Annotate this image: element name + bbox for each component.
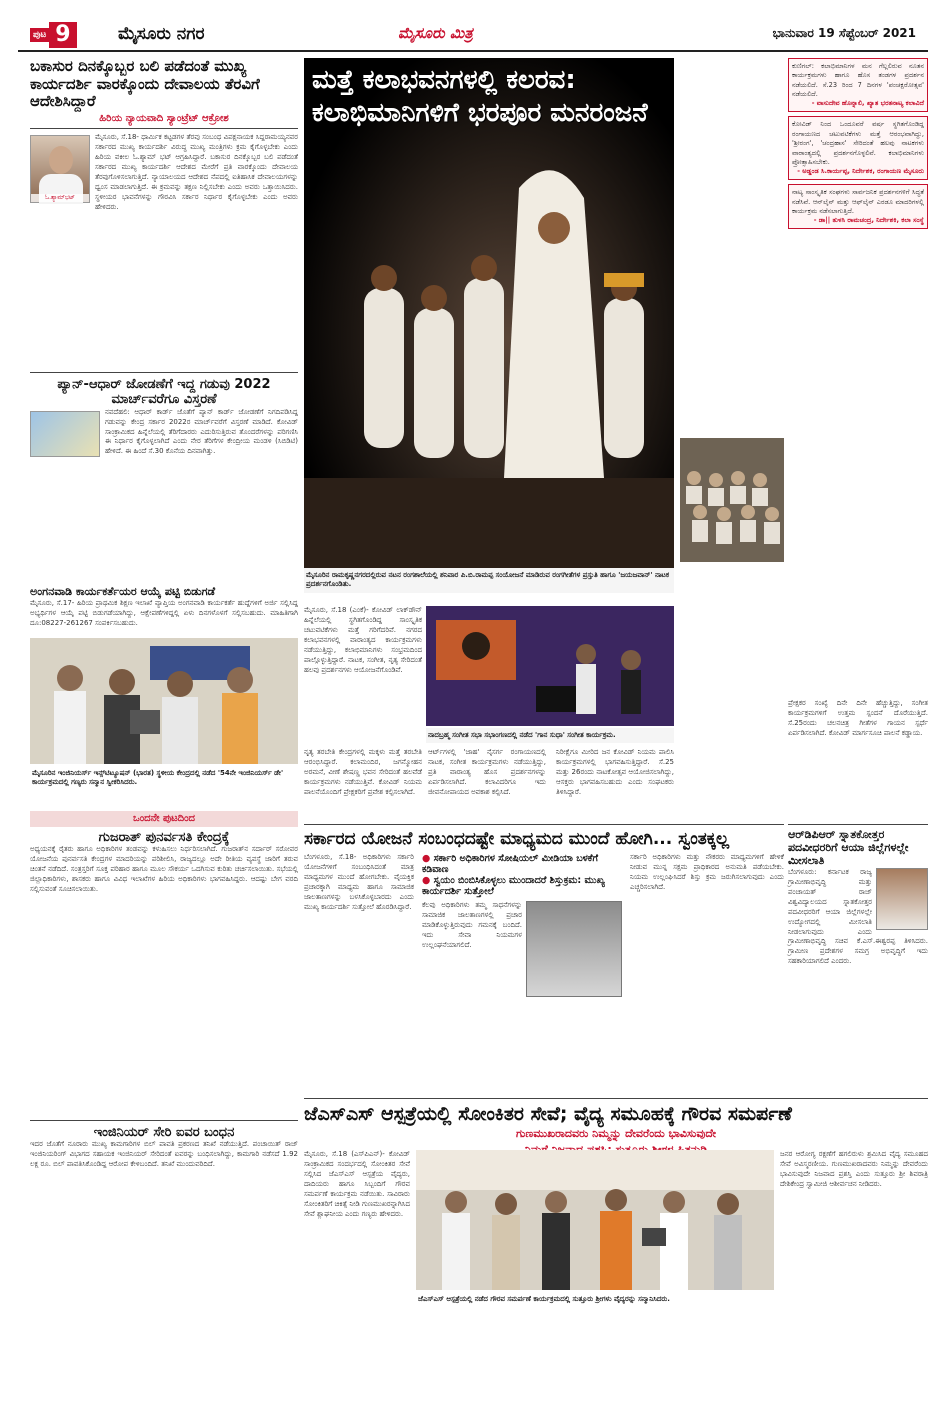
story-anganwadi <box>30 586 298 629</box>
masthead <box>18 18 928 52</box>
continued-banner: ಒಂದನೇ ಪುಟದಿಂದ <box>30 811 298 827</box>
page-number-box <box>30 22 122 48</box>
brand-logo: ಮೈಸೂರು ಮಿತ್ರ <box>398 24 473 42</box>
quote-text: ಕುಣಿಗಲ್: ಕಲಾಭಿಮಾನಿಗಳ ಮನ ಗೆಲ್ಲಲಿರುವ ನೂತನ ಕಾರ್ಯಕ್ರಮಗಳು ಹಾಗೂ ಹೊಸ ತಂಡಗಳ ಪ್ರದರ್ಶನ ನಡೆಯಲಿದೆ. ಸೆ.23 ರಿಂದ 7 ದಿನಗಳ 'ಪಂಚಕ್ಷರೋತ್ಸವ' ನಡೆಯಲಿದೆ. <box>792 62 924 99</box>
music-photo-caption: ನಾದಬ್ರಹ್ಮ ಸಂಗೀತ ಸಭಾ ಸಭಾಂಗಣದಲ್ಲಿ ನಡೆದ 'ಗಾನ ಸುಧಾ' ಸಂಗೀತ ಕಾರ್ಯಕ್ರಮ. <box>426 728 674 743</box>
audience-illustration <box>680 438 784 562</box>
music-program-photo <box>426 606 674 726</box>
lead-story-body-2: ನೃತ್ಯ ತರಬೇತಿ ಕೇಂದ್ರಗಳಲ್ಲಿ ಮಕ್ಕಳು ಮತ್ತೆ ತರಬೇತಿ ಆರಂಭಿಸಿದ್ದಾರೆ. ಕಲಾಮಂದಿರ, ಜಗನ್ಮೋಹನ ಅರಮನೆ, ವೀಣೆ ಶೇಷಣ್ಣ ಭವನ ಸೇರಿದಂತೆ ಹಲವೆಡೆ ಕಾರ್ಯಕ್ರಮಗಳು ನಡೆಯುತ್ತಿವೆ. ಕೋವಿಡ್ ನಿಯಮ ಪಾಲನೆಯೊಂದಿಗೆ ಪ್ರೇಕ್ಷಕರಿಗೆ ಪ್ರವೇಶ ಕಲ್ಪಿಸಲಾಗಿದೆ. <box>304 748 422 796</box>
quote-author: - ಡಾ|| ತುಳಸಿ ರಾಮಚಂದ್ರ, ನಿರ್ದೇಶಕಿ, ಕಲಾ ಸಂಸ್ಥೆ <box>813 216 924 225</box>
story-body-2: ಕೆಲವು ಅಧಿಕಾರಿಗಳು ತಮ್ಮ ಸಾಧನೆಗಳನ್ನು ಸಾಮಾಜಿಕ ಜಾಲತಾಣಗಳಲ್ಲಿ ಪ್ರಚಾರ ಮಾಡಿಕೊಳ್ಳುತ್ತಿರುವುದು ಗಮನಕ್ಕೆ ಬಂದಿದೆ. ಇದು ಸೇವಾ ನಿಯಮಗಳ ಉಲ್ಲಂಘನೆಯಾಗಲಿದೆ. <box>422 901 522 949</box>
sub-headline-2: ● ಸ್ವಯಂ ಬಿಂಬಿಸಿಕೊಳ್ಳಲು ಮುಂದಾದರೆ ಶಿಸ್ತುಕ್ರಮ: ಮುಖ್ಯ ಕಾರ್ಯದರ್ಶಿ ಸುತ್ತೋಲೆ <box>422 875 605 898</box>
headline: ಆರ್‌ಡಿಪಿಆರ್ ಸ್ನಾತಕೋತ್ತರ ಪದವೀಧರರಿಗೆ ಆಯಾ ಜಿಲ್ಲೆಗಳಲ್ಲೇ ಮೀಸಲಾತಿ <box>788 828 909 867</box>
lead-photo-caption: ಮೈಸೂರಿನ ರಾಮಕೃಷ್ಣನಗರದಲ್ಲಿರುವ ನಟನ ರಂಗಶಾಲೆಯಲ್ಲಿ ಶನಿವಾರ ಪಿ.ಬಿ.ರಾಮಪ್ಪ ಸಂಯೋಜನೆ ಮಾಡಿರುವ ರಂಗಗೀತೆಗಳ ಪ್ರಸ್ತುತಿ ಹಾಗೂ 'ಜಯಜವಾನ್' ನಾಟಕ ಪ್ರದರ್ಶನಗೊಂಡಿತು. <box>304 568 674 593</box>
lead-story-body-3: ಆರ್ಟ್‌ಗಳಲ್ಲಿ 'ಜಾಹ' ನೈಸರ್ಗ ರಂಗಾಯಣದಲ್ಲಿ ನಾಟಕ, ಸಂಗೀತ ಕಾರ್ಯಕ್ರಮಗಳು ನಡೆಯುತ್ತಿದ್ದು, ಪ್ರತಿ ವಾರಾಂತ್ಯ ಹೊಸ ಪ್ರದರ್ಶನಗಳನ್ನು ಏರ್ಪಡಿಸಲಾಗಿದೆ. ಕಲಾವಿದರಿಗೂ ಇದು ಜೀವನೋಪಾಯದ ಅವಕಾಶ ಕಲ್ಪಿಸಿದೆ. <box>428 748 546 796</box>
sub-headline-1: ಗುಣಮುಖರಾದವರು ನಿಮ್ಮನ್ನು ದೇವರೆಂದು ಭಾವಿಸುವುದೇ <box>515 1127 717 1141</box>
right-column-body: ಪ್ರೇಕ್ಷಕರ ಸಂಖ್ಯೆ ದಿನೇ ದಿನೇ ಹೆಚ್ಚುತ್ತಿದ್ದು, ಸಂಗೀತ ಕಾರ್ಯಕ್ರಮಗಳಿಗೆ ಉತ್ತಮ ಸ್ಪಂದನೆ ದೊರೆಯುತ್ತಿದೆ. ಸೆ.25ರಂದು ಚಲನಚಿತ್ರ ಗೀತೆಗಳ ಗಾಯನ ಸ್ಪರ್ಧೆ ಏರ್ಪಡಿಸಲಾಗಿದೆ. ಕೋವಿಡ್ ಮಾರ್ಗಸೂಚಿ ಪಾಲನೆ ಕಡ್ಡಾಯ. <box>788 699 928 738</box>
portrait-photo <box>30 135 90 203</box>
lead-headline: ಮತ್ತೆ ಕಲಾಭವನಗಳಲ್ಲಿ ಕಲರವ: ಕಲಾಭಿಮಾನಿಗಳಿಗೆ ಭರಪೂರ ಮನರಂಜನೆ <box>312 65 648 129</box>
right-column <box>788 58 928 739</box>
story-body: ಇದರ ಜೊತೆಗೆ ನೂರಾರು ಮುಖ್ಯ ಕಾಮಗಾರಿಗಳ ಬಿಲ್ ಪಾವತಿ ಪ್ರಕರಣದ ತನಿಖೆ ನಡೆಯುತ್ತಿದೆ. ಪಂಚಾಯಿತ್ ರಾಜ್ ಇಂಜಿನಿಯರಿಂಗ್ ವಿಭಾಗದ ಸಹಾಯಕ ಇಂಜಿನಿಯರ್ ಸೇರಿದಂತೆ ಐವರನ್ನು ಬಂಧಿಸಲಾಗಿದ್ದು, ಕಾಮಗಾರಿ ನಡೆಸದೆ 1.92 ಲಕ್ಷ ರೂ. ಬಿಲ್ ಪಾವತಿಸಿಕೊಂಡಿದ್ದ ಆರೋಪ ಕೇಳಿಬಂದಿದೆ. ತನಿಖೆ ಮುಂದುವರಿದಿದೆ. <box>30 1140 298 1169</box>
headline: ಜೆಎಸ್‌ಎಸ್ ಆಸ್ಪತ್ರೆಯಲ್ಲಿ ಸೋಂಕಿತರ ಸೇವೆ; ವೈದ್ಯ ಸಮೂಹಕ್ಕೆ ಗೌರವ ಸಮರ್ಪಣೆ <box>304 1103 792 1125</box>
story-body-right: ಜನರ ಆರೋಗ್ಯ ರಕ್ಷಣೆಗೆ ಹಗಲಿರುಳು ಶ್ರಮಿಸಿದ ವೈದ್ಯ ಸಮೂಹದ ಸೇವೆ ಅವಿಸ್ಮರಣೀಯ. ಗುಣಮುಖರಾದವರು ನಿಮ್ಮನ್ನು ದೇವರೆಂದು ಭಾವಿಸುವುದೇ ನಿಜವಾದ ಪ್ರಶಸ್ತಿ ಎಂದು ಸುತ್ತೂರು ಶ್ರೀ ಶಿವರಾತ್ರಿ ದೇಶಿಕೇಂದ್ರ ಸ್ವಾಮೀಜಿ ಆಶೀರ್ವಚನ ನೀಡಿದರು. <box>780 1150 928 1188</box>
engineers-day-illustration <box>30 638 298 764</box>
portrait-caption: ಓ.ಶ್ಯಾಮ್‌ಭಟ್ <box>31 194 89 202</box>
sub-headline: ಹಿರಿಯ ನ್ಯಾಯವಾದಿ ಸ್ಯಾಂಟ್ರೆಟ್ ಆಕ್ರೋಶ <box>99 113 229 125</box>
story-body: ಅಧ್ಯಯನಕ್ಕೆ ರೈತರು ಹಾಗೂ ಅಧಿಕಾರಿಗಳ ತಂಡವನ್ನು ಕಳುಹಿಸಲು ನಿರ್ಧರಿಸಲಾಗಿದೆ. ಗುಜರಾತ್‌ನ ಸರ್ದಾರ್ ಸರೋವರ ಯೋಜನೆಯ ಪುನರ್ವಸತಿ ಕೇಂದ್ರಗಳ ಮಾದರಿಯನ್ನು ಪರಿಶೀಲಿಸಿ, ರಾಜ್ಯದಲ್ಲೂ ಅದೇ ರೀತಿಯ ವ್ಯವಸ್ಥೆ ಜಾರಿಗೆ ತರುವ ಚಿಂತನೆ ನಡೆದಿದೆ. ಸಂತ್ರಸ್ತರಿಗೆ ಸೂಕ್ತ ಪರಿಹಾರ ಹಾಗೂ ಮೂಲ ಸೌಕರ್ಯ ಒದಗಿಸುವ ಕುರಿತು ಚರ್ಚಿಸಲಾಯಿತು. ಸಭೆಯಲ್ಲಿ ಜಿಲ್ಲಾಧಿಕಾರಿಗಳು, ಶಾಸಕರು ಹಾಗೂ ವಿವಿಧ ಇಲಾಖೆಗಳ ಹಿರಿಯ ಅಧಿಕಾರಿಗಳು ಭಾಗವಹಿಸಿದ್ದರು. ಆದಷ್ಟು ಬೇಗ ವರದಿ ಸಲ್ಲಿಸುವಂತೆ ಸೂಚಿಸಲಾಯಿತು. <box>30 845 298 894</box>
story-rdpr-reservation <box>788 820 928 967</box>
lead-story-body-1: ಮೈಸೂರು, ಸೆ.18 (ಎಂಕೆ)- ಕೋವಿಡ್ ಲಾಕ್‌ಡೌನ್ ಹಿನ್ನೆಲೆಯಲ್ಲಿ ಸ್ಥಗಿತಗೊಂಡಿದ್ದ ಸಾಂಸ್ಕೃತಿಕ ಚಟುವಟಿಕೆಗಳು ಮತ್ತೆ ಗರಿಗೆದರಿವೆ. ನಗರದ ಕಲಾಭವನಗಳಲ್ಲಿ ವಾರಾಂತ್ಯದ ಕಾರ್ಯಕ್ರಮಗಳು ನಡೆಯುತ್ತಿದ್ದು, ಕಲಾಭಿಮಾನಿಗಳು ಸಂಭ್ರಮದಿಂದ ಪಾಲ್ಗೊಳ್ಳುತ್ತಿದ್ದಾರೆ. ನಾಟಕ, ಸಂಗೀತ, ನೃತ್ಯ ಸೇರಿದಂತೆ ಹಲವು ಪ್ರದರ್ಶನಗಳು ಆಯೋಜನೆಗೊಂಡಿವೆ. <box>304 606 422 674</box>
quote-author: - ಅಡ್ಡಂಡ ಸಿ.ಕಾರ್ಯಪ್ಪ, ನಿರ್ದೇಶಕ, ರಂಗಾಯಣ ಮೈಸೂರು <box>797 167 924 176</box>
headline: ಗುಜರಾತ್ ಪುನರ್ವಸತಿ ಕೇಂದ್ರಕ್ಕೆ <box>98 830 230 845</box>
page-label: ಪುಟ <box>30 28 49 42</box>
story-pan-aadhaar <box>30 368 298 600</box>
headline: ಬಕಾಸುರ ದಿನಕ್ಕೊಬ್ಬರ ಬಲಿ ಪಡೆದಂತೆ ಮುಖ್ಯ ಕಾರ್ಯದರ್ಶಿ ವಾರಕ್ಕೊಂದು ದೇವಾಲಯ ತೆರವಿಗೆ ಆದೇಶಿಸಿದ್ದಾರೆ <box>30 57 260 111</box>
quote-box-2 <box>788 116 928 180</box>
page-number: 9 <box>49 22 76 48</box>
headline: ಸರ್ಕಾರದ ಯೋಜನೆ ಸಂಬಂಧದಷ್ಟೇ ಮಾಧ್ಯಮದ ಮುಂದೆ ಹೋಗಿ... ಸ್ವಂತಕ್ಕಲ್ಲ <box>304 829 730 849</box>
story-body: ಬೆಂಗಳೂರು: ಕರ್ನಾಟಕ ರಾಜ್ಯ ಗ್ರಾಮೀಣಾಭಿವೃದ್ಧಿ ಮತ್ತು ಪಂಚಾಯತ್ ರಾಜ್ ವಿಶ್ವವಿದ್ಯಾಲಯದ ಸ್ನಾತಕೋತ್ತರ ಪದವೀಧರರಿಗೆ ಆಯಾ ಜಿಲ್ಲೆಗಳಲ್ಲೇ ಉದ್ಯೋಗದಲ್ಲಿ ಮೀಸಲಾತಿ ನೀಡಲಾಗುವುದು ಎಂದು ಗ್ರಾಮೀಣಾಭಿವೃದ್ಧಿ ಸಚಿವ ಕೆ.ಎಸ್.ಈಶ್ವರಪ್ಪ ತಿಳಿಸಿದರು. ಗ್ರಾಮೀಣ ಪ್ರದೇಶಗಳ ಸಮಗ್ರ ಅಭಿವೃದ್ಧಿಗೆ ಇದು ಸಹಕಾರಿಯಾಗಲಿದೆ ಎಂದರು. <box>788 867 928 966</box>
headline: ಅಂಗನವಾಡಿ ಕಾರ್ಯಕರ್ತೆಯರ ಆಯ್ಕೆ ಪಟ್ಟಿ ಬಿಡುಗಡೆ <box>30 585 216 598</box>
engineers-day-photo <box>30 638 298 764</box>
issue-date: ಭಾನುವಾರ 19 ಸೆಪ್ಟೆಂಬರ್ 2021 <box>772 26 916 40</box>
photo-caption: ಮೈಸೂರಿನ ಇಂಜಿನಿಯರ್ಸ್ ಇನ್ಸ್‌ಟಿಟ್ಯೂಷನ್ (ಭಾರತ) ಸ್ಥಳೀಯ ಕೇಂದ್ರದಲ್ಲಿ ನಡೆದ '54ನೇ ಇಂಜಿನಿಯರ್ಸ್ ಡೇ' ಕಾರ್ಯಕ್ರಮದಲ್ಲಿ ಗಣ್ಯರು ಸನ್ಮಾನ ಸ್ವೀಕರಿಸಿದರು. <box>32 769 284 787</box>
headline: ಇಂಜಿನಿಯರ್ ಸೇರಿ ಐವರ ಬಂಧನ <box>93 1125 235 1140</box>
quote-box-3 <box>788 184 928 229</box>
story-body: ಮೈಸೂರು, ಸೆ.18- ಧಾರ್ಮಿಕ ಕಟ್ಟಡಗಳ ತೆರವು ಸಂಬಂಧ ವಿಪಕ್ಷನಾಯಕ ಸಿದ್ದರಾಮಯ್ಯನವರ ಸರ್ಕಾರದ ಮುಖ್ಯ ಕಾರ್ಯದರ್ಶಿ ವಿರುದ್ಧ ಮುಖ್ಯ ಮಂತ್ರಿಗಳು ಕ್ರಮ ಕೈಗೊಳ್ಳಬೇಕು ಎಂದು ಹಿರಿಯ ವಕೀಲ ಓ.ಶ್ಯಾಮ್ ಭಟ್ ಆಗ್ರಹಿಸಿದ್ದಾರೆ. ಬಕಾಸುರ ದಿನಕ್ಕೊಬ್ಬರ ಬಲಿ ಪಡೆದಂತೆ ಸರ್ಕಾರದ ಮುಖ್ಯ ಕಾರ್ಯದರ್ಶಿ ಆದೇಶದ ಮೇರೆಗೆ ಪ್ರತಿ ವಾರಕ್ಕೊಂದು ದೇವಾಲಯ ತೆರವುಗೊಳಿಸಲಾಗುತ್ತಿದೆ. ನ್ಯಾಯಾಲಯದ ಆದೇಶದ ನೆಪದಲ್ಲಿ ಐತಿಹಾಸಿಕ ದೇವಾಲಯಗಳನ್ನು ಧ್ವಂಸ ಮಾಡಲಾಗುತ್ತಿದೆ. ಈ ಕ್ರಮವನ್ನು ತಕ್ಷಣ ನಿಲ್ಲಿಸಬೇಕು ಎಂದು ಅವರು ಒತ್ತಾಯಿಸಿದರು. ಸ್ಥಳೀಯರ ಭಾವನೆಗಳನ್ನು ಗೌರವಿಸಿ ಸರ್ಕಾರ ನಿರ್ಧಾರ ಕೈಗೊಳ್ಳಬೇಕು ಎಂದು ಅವರು ಹೇಳಿದರು. <box>95 133 298 211</box>
lead-photo-theatre <box>304 58 674 568</box>
quote-text: ಕೋವಿಡ್ ನಿಂದ ಒಂದೂವರೆ ವರ್ಷ ಸ್ಥಗಿತಗೊಂಡಿದ್ದ ರಂಗಾಯಣದ ಚಟುವಟಿಕೆಗಳು ಮತ್ತೆ ಆರಂಭವಾಗಿದ್ದು, 'ಶ್ರೀರಂಗ', 'ಚಂದ್ರಹಾಸ' ಸೇರಿದಂತೆ ಹಲವು ನಾಟಕಗಳು ವಾರಾಂತ್ಯದಲ್ಲಿ ಪ್ರದರ್ಶನಗೊಳ್ಳಲಿವೆ. ಕಲಾಭಿಮಾನಿಗಳು ಪ್ರೋತ್ಸಾಹಿಸಬೇಕು. <box>792 120 924 166</box>
story-engineer-arrest <box>30 1116 298 1170</box>
quote-author: - ವಾಸುದೇವ ಹೊನ್ನಾಲಿ, ಖ್ಯಾತ ಭರತನಾಟ್ಯ ಕಲಾವಿದೆ <box>811 99 924 108</box>
audience-photo <box>680 438 784 562</box>
music-stage-illustration <box>426 606 674 726</box>
story-body-3: ಸರ್ಕಾರಿ ಅಧಿಕಾರಿಗಳು ಮತ್ತು ನೌಕರರು ಮಾಧ್ಯಮಗಳಿಗೆ ಹೇಳಿಕೆ ನೀಡುವ ಮುನ್ನ ಸಕ್ಷಮ ಪ್ರಾಧಿಕಾರದ ಅನುಮತಿ ಪಡೆಯಬೇಕು. ನಿಯಮ ಉಲ್ಲಂಘಿಸಿದರೆ ಶಿಸ್ತು ಕ್ರಮ ಜರುಗಿಸಲಾಗುವುದು ಎಂದು ಎಚ್ಚರಿಸಲಾಗಿದೆ. <box>630 853 784 891</box>
ceremony-photo <box>416 1150 774 1290</box>
story-body: ನವದೆಹಲಿ: ಆಧಾರ್ ಕಾರ್ಡ್ ಜೊತೆಗೆ ಪ್ಯಾನ್ ಕಾರ್ಡ್ ಜೋಡಣೆಗೆ ನಿಗದಿಪಡಿಸಿದ್ದ ಗಡುವನ್ನು ಕೇಂದ್ರ ಸರ್ಕಾರ 2022ರ ಮಾರ್ಚ್‌ವರೆಗೆ ವಿಸ್ತರಣೆ ಮಾಡಿದೆ. ಕೋವಿಡ್ ಸಾಂಕ್ರಾಮಿಕದ ಹಿನ್ನೆಲೆಯಲ್ಲಿ ತೆರಿಗೆದಾರರು ಎದುರಿಸುತ್ತಿರುವ ತೊಂದರೆಗಳನ್ನು ಪರಿಗಣಿಸಿ ಈ ನಿರ್ಧಾರ ಕೈಗೊಳ್ಳಲಾಗಿದೆ ಎಂದು ನೇರ ತೆರಿಗೆಗಳ ಕೇಂದ್ರೀಯ ಮಂಡಳಿ (ಸಿಬಿಡಿಟಿ) ಹೇಳಿದೆ. ಈ ಹಿಂದೆ ಸೆ.30 ಕೊನೆಯ ದಿನವಾಗಿತ್ತು. <box>105 407 298 456</box>
minister-portrait <box>876 868 928 930</box>
ceremony-caption: ಜೆಎಸ್‌ಎಸ್ ಆಸ್ಪತ್ರೆಯಲ್ಲಿ ನಡೆದ ಗೌರವ ಸಮರ್ಪಣೆ ಕಾರ್ಯಕ್ರಮದಲ್ಲಿ ಸುತ್ತೂರು ಶ್ರೀಗಳು ವೈದ್ಯರನ್ನು ಸನ್ಮಾನಿಸಿದರು. <box>418 1295 670 1303</box>
lead-story-body-4: ನಿರೀಕ್ಷೆಗೂ ಮೀರಿದ ಜನ ಕೋವಿಡ್ ನಿಯಮ ಪಾಲಿಸಿ ಕಾರ್ಯಕ್ರಮಗಳಲ್ಲಿ ಭಾಗವಹಿಸುತ್ತಿದ್ದಾರೆ. ಸೆ.25 ಮತ್ತು 26ರಂದು ನಾಟಕೋತ್ಸವ ಆಯೋಜಿಸಲಾಗಿದ್ದು, ಆಸಕ್ತರು ಭಾಗವಹಿಸಬಹುದು ಎಂದು ಸಂಘಟಕರು ತಿಳಿಸಿದ್ದಾರೆ. <box>556 748 674 796</box>
official-portrait <box>526 901 622 997</box>
quote-text: ನಾಟ್ಯ ಸಾಂಸ್ಕೃತಿಕ ಸಂಘಗಳು ಸಾರ್ವಜನಿಕ ಪ್ರದರ್ಶನಗಳಿಗೆ ಸಿದ್ಧತೆ ನಡೆಸಿವೆ. ಆನ್‌ಲೈನ್ ಮತ್ತು ಆಫ್‌ಲೈನ್ ಎರಡೂ ಮಾದರಿಗಳಲ್ಲಿ ಕಾರ್ಯಕ್ರಮ ನಡೆಸಲಾಗುತ್ತಿದೆ. <box>792 188 924 215</box>
story-body: ಮೈಸೂರು, ಸೆ.17- ಹಿರಿಯ ಪ್ರಾಥಮಿಕ ಶಿಕ್ಷಣ ಇಲಾಖೆ ವ್ಯಾಪ್ತಿಯ ಅಂಗನವಾಡಿ ಕಾರ್ಯಕರ್ತೆ ಹುದ್ದೆಗಳಿಗೆ ಅರ್ಜಿ ಸಲ್ಲಿಸಿದ್ದ ಅಭ್ಯರ್ಥಿಗಳ ಆಯ್ಕೆ ಪಟ್ಟಿ ಬಿಡುಗಡೆಯಾಗಿದ್ದು, ಆಕ್ಷೇಪಣೆಗಳಿದ್ದಲ್ಲಿ ಏಳು ದಿನಗಳೊಳಗೆ ಸಲ್ಲಿಸಬಹುದು. ಮಾಹಿತಿಗಾಗಿ ದೂ:08227-261267 ಸಂಪರ್ಕಿಸಬಹುದು. <box>30 598 298 627</box>
quote-box-1 <box>788 58 928 112</box>
theatre-stage-illustration <box>304 58 674 568</box>
story-gujarat-rehab <box>30 830 298 1136</box>
ceremony-illustration <box>416 1150 774 1290</box>
story-jss-hospital <box>304 1094 928 1303</box>
story-body-left: ಮೈಸೂರು, ಸೆ.18 (ಎಸ್‌ಪಿಎನ್)- ಕೋವಿಡ್ ಸಾಂಕ್ರಾಮಿಕದ ಸಂದರ್ಭದಲ್ಲಿ ಸೋಂಕಿತರ ಸೇವೆ ಸಲ್ಲಿಸಿದ ಜೆಎಸ್‌ಎಸ್ ಆಸ್ಪತ್ರೆಯ ವೈದ್ಯರು, ದಾದಿಯರು ಹಾಗೂ ಸಿಬ್ಬಂದಿಗೆ ಗೌರವ ಸಮರ್ಪಣೆ ಕಾರ್ಯಕ್ರಮ ನಡೆಯಿತು. ಸಾವಿರಾರು ಸೋಂಕಿತರಿಗೆ ಚಿಕಿತ್ಸೆ ನೀಡಿ ಗುಣಮುಖರನ್ನಾಗಿಸಿದ ಸೇವೆ ಶ್ಲಾಘನೀಯ ಎಂದು ಗಣ್ಯರು ಹೇಳಿದರು. <box>304 1150 410 1218</box>
sub-headline-1: ● ಸರ್ಕಾರಿ ಅಧಿಕಾರಿಗಳ ಸೋಷಿಯಲ್ ಮೀಡಿಯಾ ಬಳಕೆಗೆ ಕಡಿವಾಣ <box>422 853 598 876</box>
newspaper-page <box>18 18 928 1408</box>
pan-aadhaar-card-image <box>30 411 100 457</box>
story-body-1: ಬೆಂಗಳೂರು, ಸೆ.18- ಅಧಿಕಾರಿಗಳು ಸರ್ಕಾರಿ ಯೋಜನೆಗಳಿಗೆ ಸಂಬಂಧಿಸಿದಂತೆ ಮಾತ್ರ ಮಾಧ್ಯಮಗಳ ಮುಂದೆ ಹೋಗಬೇಕು. ವೈಯಕ್ತಿಕ ಪ್ರಚಾರಕ್ಕಾಗಿ ಮಾಧ್ಯಮ ಹಾಗೂ ಸಾಮಾಜಿಕ ಜಾಲತಾಣಗಳನ್ನು ಬಳಸಿಕೊಳ್ಳಬಾರದು ಎಂದು ಮುಖ್ಯ ಕಾರ್ಯದರ್ಶಿ ಸುತ್ತೋಲೆ ಹೊರಡಿಸಿದ್ದಾರೆ. <box>304 853 414 911</box>
section-name: ಮೈಸೂರು ನಗರ <box>118 24 205 44</box>
story-temple-demolition <box>30 58 298 364</box>
headline: ಪ್ಯಾನ್-ಆಧಾರ್ ಜೋಡಣೆಗೆ ಇದ್ದ ಗಡುವು 2022 ಮಾರ್ಚ್‌ವರೆಗೂ ವಿಸ್ತರಣೆ <box>57 377 271 408</box>
story-officials-media <box>304 820 784 997</box>
